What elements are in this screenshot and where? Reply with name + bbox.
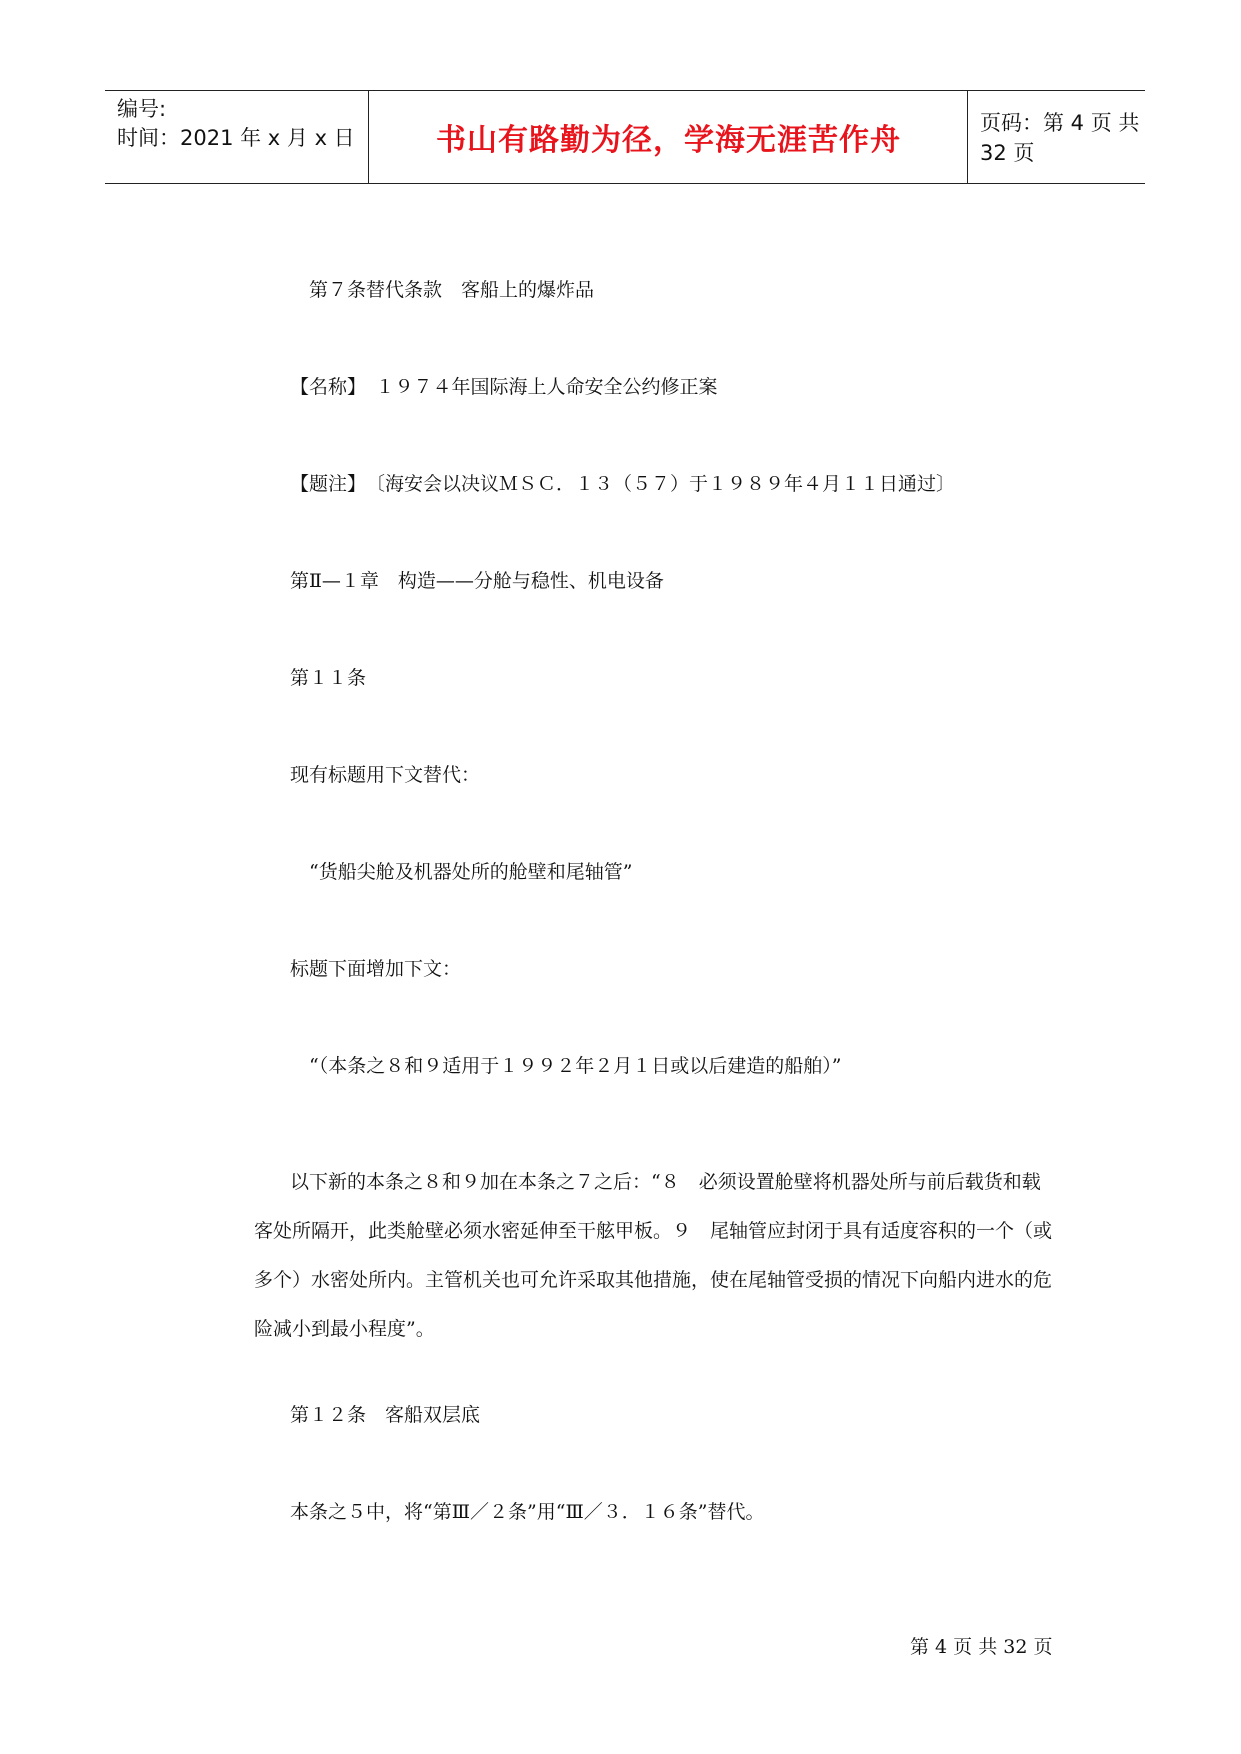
- paragraph-article-11: 第１１条: [290, 667, 367, 689]
- paragraph-new-clauses: [254, 1158, 1053, 1354]
- paragraph-note: 【题注】 〔海安会以决议ＭＳＣ．１３（５７）于１９８９年４月１１日通过〕: [290, 473, 956, 495]
- header-motto: 书山有路勤为径，学海无涯苦作舟: [436, 123, 901, 158]
- paragraph-article-12: 第１２条 客船双层底: [290, 1404, 481, 1426]
- text-line: 客处所隔开，此类舱壁必须水密延伸至干舷甲板。９ 尾轴管应封闭于具有适度容积的一个（或: [254, 1220, 1053, 1242]
- paragraph-new-title: “货船尖舱及机器处所的舱壁和尾轴管”: [309, 861, 633, 883]
- page-header: [105, 90, 1145, 184]
- text-line: 多个）水密处所内。主管机关也可允许采取其他措施，使在尾轴管受损的情况下向船内进水的危: [254, 1269, 1053, 1291]
- document-number-label: 编号:: [117, 97, 167, 121]
- paragraph-name: 【名称】 １９７４年国际海上人命安全公约修正案: [290, 376, 718, 398]
- text-line: 险减小到最小程度”。: [254, 1318, 435, 1340]
- header-meta: [117, 95, 355, 153]
- paragraph-clause-7: 第７条替代条款 客船上的爆炸品: [309, 279, 595, 301]
- page-footer: 第 4 页 共 32 页: [910, 1636, 1053, 1658]
- text-line: 以下新的本条之８和９加在本条之７之后：“８ 必须设置舱壁将机器处所与前后载货和载: [290, 1171, 1041, 1193]
- header-page-info: 页码：第 4 页 共 32 页: [980, 111, 1140, 165]
- paragraph-replacement: 本条之５中，将“第Ⅲ／２条”用“Ⅲ／３．１６条”替代。: [290, 1501, 765, 1523]
- paragraph-chapter: 第Ⅱ—１章 构造——分舱与稳性、机电设备: [290, 570, 664, 592]
- paragraph-add-text: 标题下面增加下文：: [290, 958, 462, 980]
- header-divider-left: [368, 91, 369, 183]
- paragraph-title-replace: 现有标题用下文替代：: [290, 764, 481, 786]
- paragraph-applicability: “（本条之８和９适用于１９９２年２月１日或以后建造的船舶）”: [309, 1055, 842, 1077]
- header-divider-right: [967, 91, 968, 183]
- document-time-label: 时间：2021 年 x 月 x 日: [117, 126, 355, 150]
